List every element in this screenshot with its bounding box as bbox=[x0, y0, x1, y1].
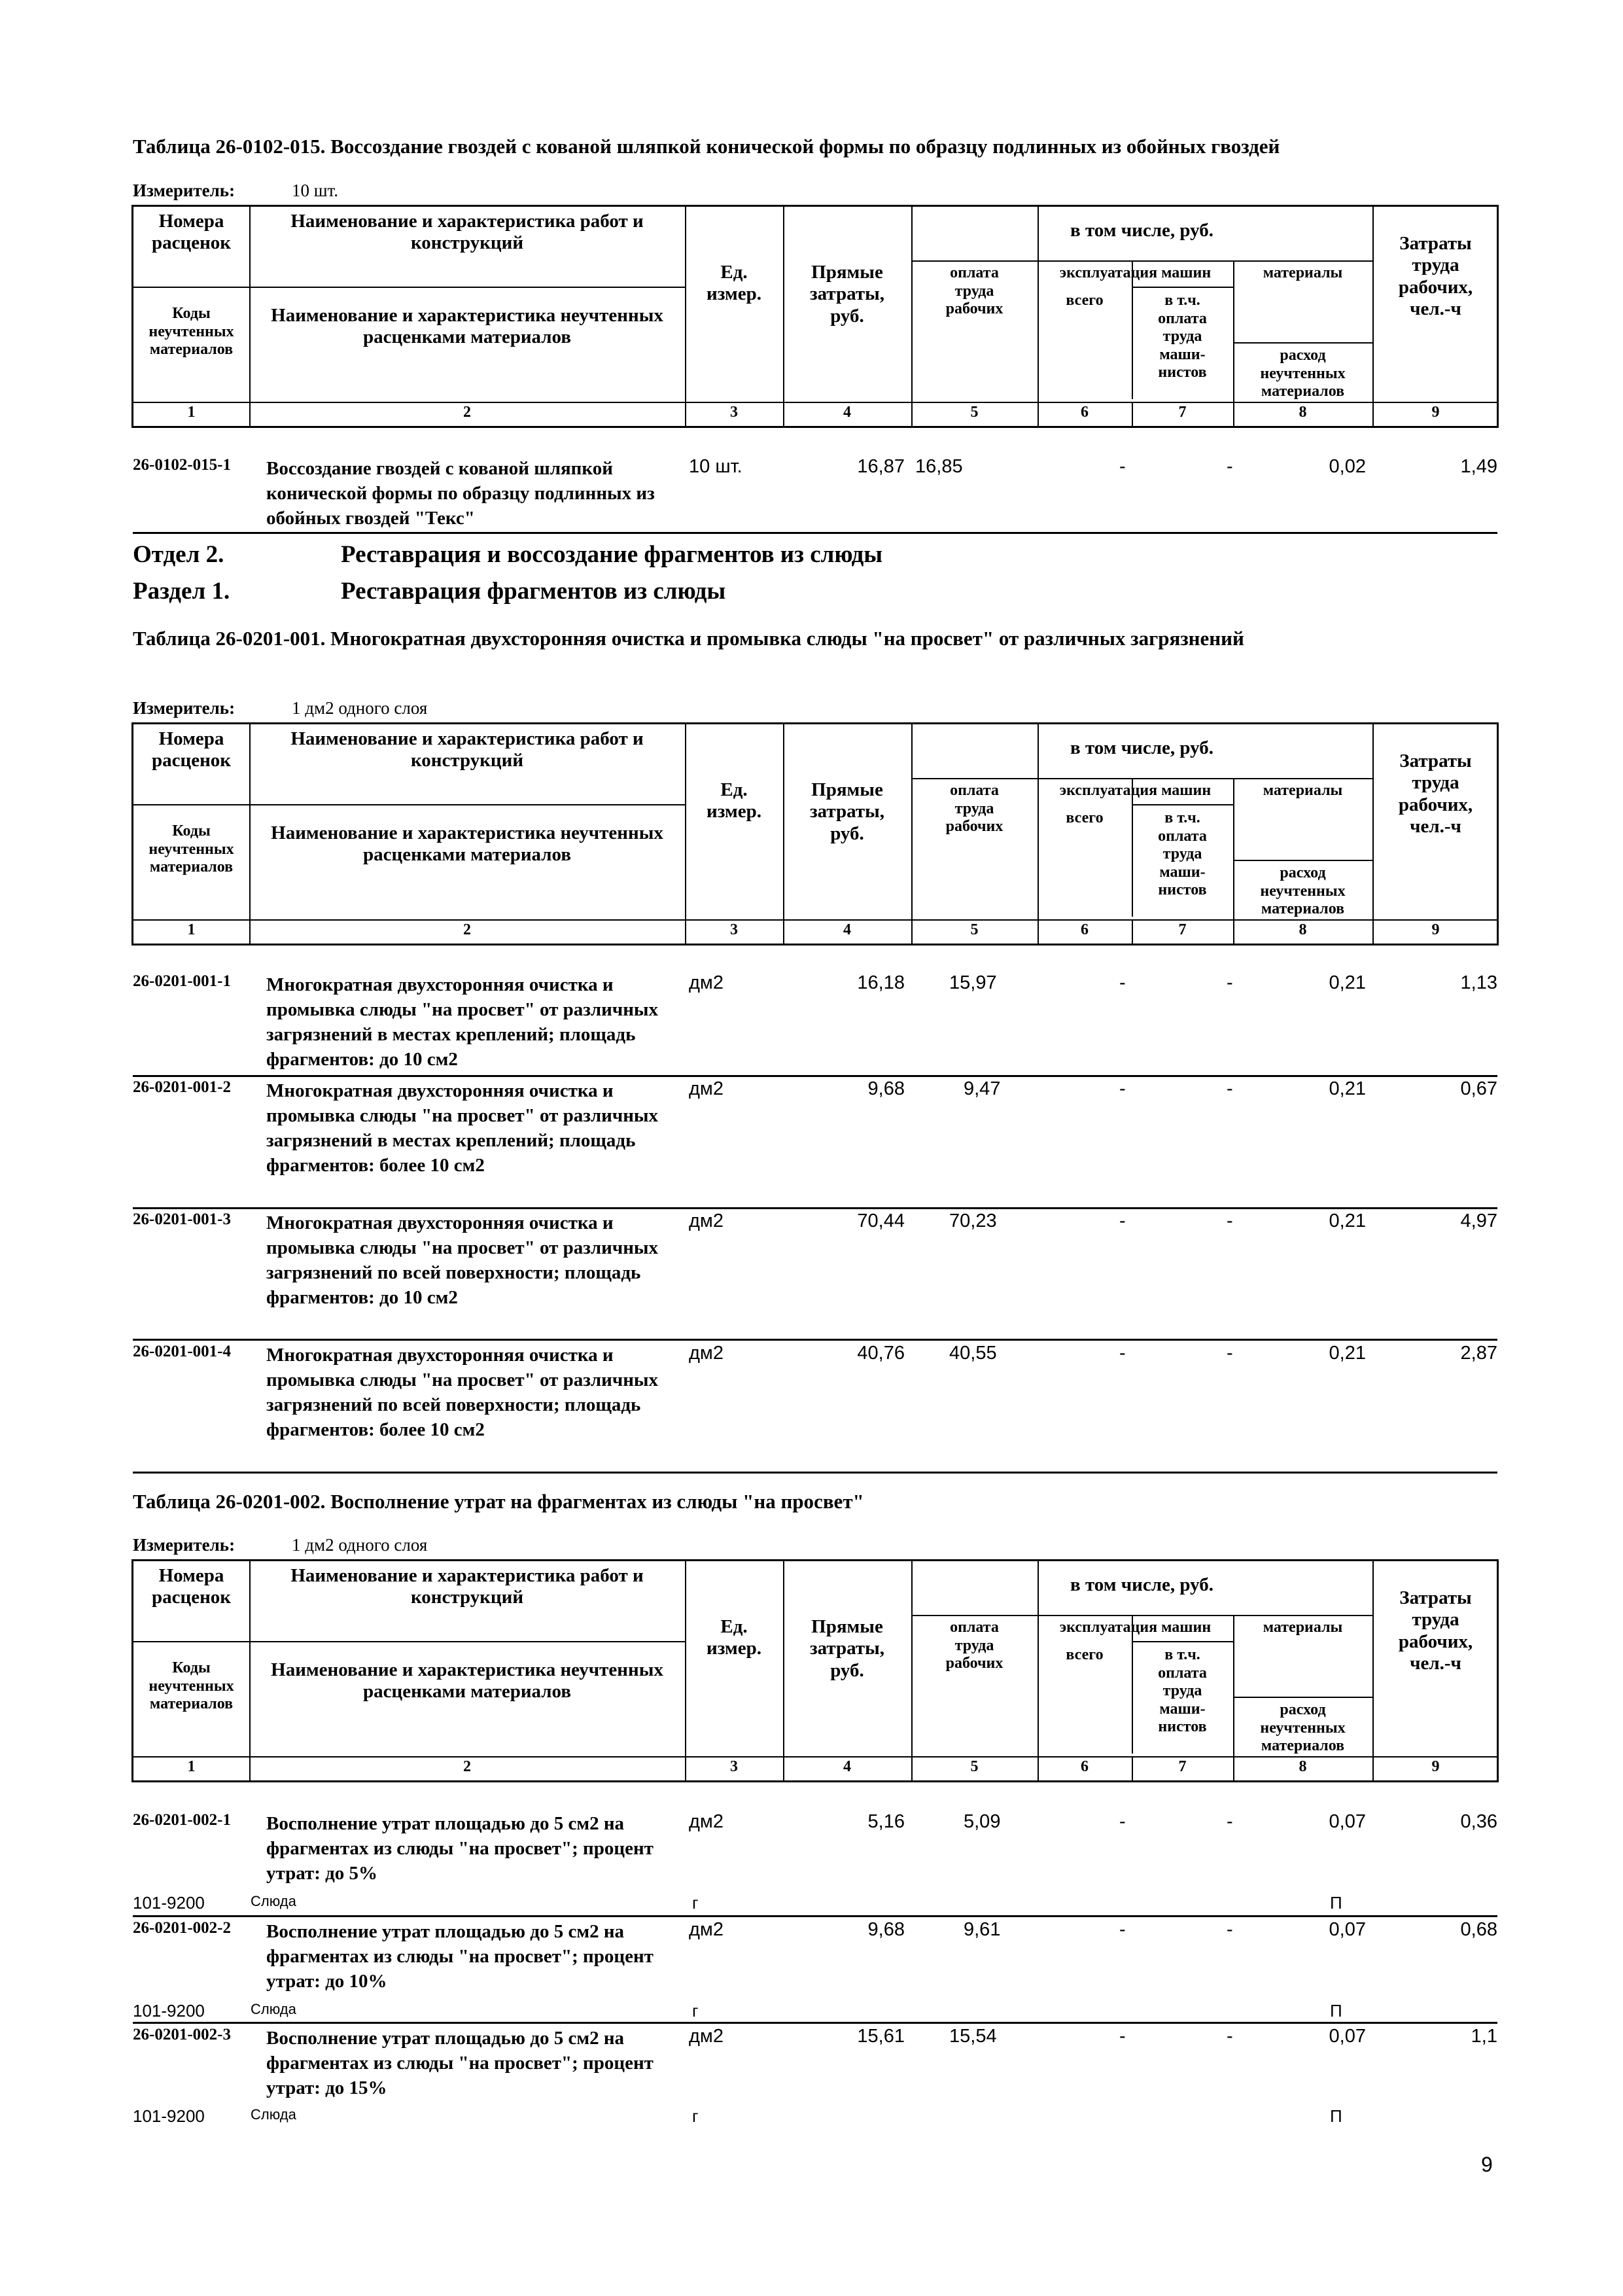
rashod-label: расход неучтенных материалов bbox=[1260, 1701, 1346, 1755]
measurer: Измеритель: 10 шт. bbox=[133, 181, 339, 200]
ekspl-label: эксплуатация машин bbox=[1059, 782, 1212, 799]
zatraty-label: Затраты труда рабочих, чел.-ч bbox=[1398, 1587, 1473, 1674]
oplata-label: оплата труда рабочих bbox=[945, 1619, 1003, 1672]
measurer: Измеритель: 1 дм2 одного слоя bbox=[133, 698, 428, 718]
pryamye-label: Прямые затраты, руб. bbox=[809, 779, 885, 844]
otdel-heading: Отдел 2. Реставрация и воссоздание фрагментов из слюды bbox=[133, 541, 883, 568]
naim-label: Наименование и характеристика работ и конструкций bbox=[290, 728, 644, 771]
col-num-1: 1 bbox=[187, 1758, 196, 1775]
naim-neuchten-label: Наименование и характеристика неучтенных расценками материалов bbox=[271, 822, 663, 866]
vsego-label: всего bbox=[1066, 292, 1104, 309]
ed-label: Ед. измер. bbox=[707, 262, 761, 305]
ed-label: Ед. измер. bbox=[707, 779, 761, 822]
pryamye-label: Прямые затраты, руб. bbox=[809, 262, 885, 327]
col-num-6: 6 bbox=[1081, 1758, 1089, 1775]
col-num-8: 8 bbox=[1299, 921, 1307, 938]
oplata-label: оплата труда рабочих bbox=[945, 264, 1003, 318]
kody-label: Коды неучтенных материалов bbox=[148, 305, 234, 359]
col-num-5: 5 bbox=[970, 404, 979, 421]
naim-neuchten-label: Наименование и характеристика неучтенных расценками материалов bbox=[271, 1659, 663, 1703]
ekspl-label: эксплуатация машин bbox=[1059, 264, 1212, 281]
table-header bbox=[131, 205, 1499, 428]
vtch-label: в т.ч. оплата труда маши- нистов bbox=[1158, 292, 1207, 381]
col-num-2: 2 bbox=[463, 404, 471, 421]
rashod-label: расход неучтенных материалов bbox=[1260, 347, 1346, 400]
table-title: Таблица 26-0201-002. Восполнение утрат на фрагментах из слюды "на просвет" bbox=[133, 1490, 864, 1513]
row-separator bbox=[133, 2022, 1497, 2024]
nomera-label: Номера расценок bbox=[152, 211, 231, 254]
col-num-2: 2 bbox=[463, 1758, 471, 1775]
col-num-1: 1 bbox=[187, 921, 196, 938]
row-separator bbox=[133, 1915, 1497, 1917]
materialy-label: материалы bbox=[1263, 264, 1343, 281]
col-num-1: 1 bbox=[187, 404, 196, 421]
row-separator bbox=[133, 1472, 1497, 1474]
col-num-9: 9 bbox=[1431, 921, 1440, 938]
razdel-heading: Раздел 1. Реставрация фрагментов из слюды bbox=[133, 578, 726, 605]
vtch-label: в т.ч. оплата труда маши- нистов bbox=[1158, 809, 1207, 899]
col-num-4: 4 bbox=[843, 404, 851, 421]
nomera-label: Номера расценок bbox=[152, 728, 231, 771]
kody-label: Коды неучтенных материалов bbox=[148, 822, 234, 876]
zatraty-label: Затраты труда рабочих, чел.-ч bbox=[1398, 233, 1473, 320]
col-num-3: 3 bbox=[730, 921, 738, 938]
rashod-label: расход неучтенных материалов bbox=[1260, 864, 1346, 918]
col-num-6: 6 bbox=[1081, 921, 1089, 938]
col-num-5: 5 bbox=[970, 1758, 979, 1775]
naim-label: Наименование и характеристика работ и конструкций bbox=[290, 211, 644, 254]
materialy-label: материалы bbox=[1263, 782, 1343, 799]
row-separator bbox=[133, 1207, 1497, 1209]
col-num-6: 6 bbox=[1081, 404, 1089, 421]
vtom-label: в том числе, руб. bbox=[1070, 737, 1213, 758]
vtch-label: в т.ч. оплата труда маши- нистов bbox=[1158, 1646, 1207, 1736]
table-title: Таблица 26-0201-001. Многократная двухсторонняя очистка и промывка слюды "на просвет" от различных загрязнений bbox=[133, 627, 1244, 650]
naim-label: Наименование и характеристика работ и конструкций bbox=[290, 1565, 644, 1608]
measurer: Измеритель: 1 дм2 одного слоя bbox=[133, 1535, 428, 1555]
vsego-label: всего bbox=[1066, 1646, 1104, 1663]
col-num-2: 2 bbox=[463, 921, 471, 938]
vsego-label: всего bbox=[1066, 809, 1104, 826]
vtom-label: в том числе, руб. bbox=[1070, 220, 1213, 241]
ekspl-label: эксплуатация машин bbox=[1059, 1619, 1212, 1636]
zatraty-label: Затраты труда рабочих, чел.-ч bbox=[1398, 751, 1473, 838]
table-header bbox=[131, 722, 1499, 945]
col-num-9: 9 bbox=[1431, 404, 1440, 421]
col-num-8: 8 bbox=[1299, 1758, 1307, 1775]
col-num-4: 4 bbox=[843, 1758, 851, 1775]
vtom-label: в том числе, руб. bbox=[1070, 1574, 1213, 1595]
col-num-3: 3 bbox=[730, 1758, 738, 1775]
oplata-label: оплата труда рабочих bbox=[945, 782, 1003, 836]
row-separator bbox=[133, 1075, 1497, 1077]
col-num-4: 4 bbox=[843, 921, 851, 938]
page-number: 9 bbox=[1481, 2153, 1493, 2176]
row-separator bbox=[133, 1339, 1497, 1341]
col-num-7: 7 bbox=[1178, 1758, 1187, 1775]
table-header bbox=[131, 1559, 1499, 1782]
col-num-9: 9 bbox=[1431, 1758, 1440, 1775]
row-separator bbox=[133, 532, 1497, 534]
materialy-label: материалы bbox=[1263, 1619, 1343, 1636]
kody-label: Коды неучтенных материалов bbox=[148, 1659, 234, 1713]
col-num-5: 5 bbox=[970, 921, 979, 938]
table-title: Таблица 26-0102-015. Воссоздание гвоздей с кованой шляпкой конической формы по образцу подлинных из обойных гвоздей bbox=[133, 135, 1280, 158]
ed-label: Ед. измер. bbox=[707, 1616, 761, 1659]
col-num-7: 7 bbox=[1178, 921, 1187, 938]
col-num-3: 3 bbox=[730, 404, 738, 421]
col-num-7: 7 bbox=[1178, 404, 1187, 421]
col-num-8: 8 bbox=[1299, 404, 1307, 421]
naim-neuchten-label: Наименование и характеристика неучтенных расценками материалов bbox=[271, 305, 663, 348]
nomera-label: Номера расценок bbox=[152, 1565, 231, 1608]
pryamye-label: Прямые затраты, руб. bbox=[809, 1616, 885, 1681]
